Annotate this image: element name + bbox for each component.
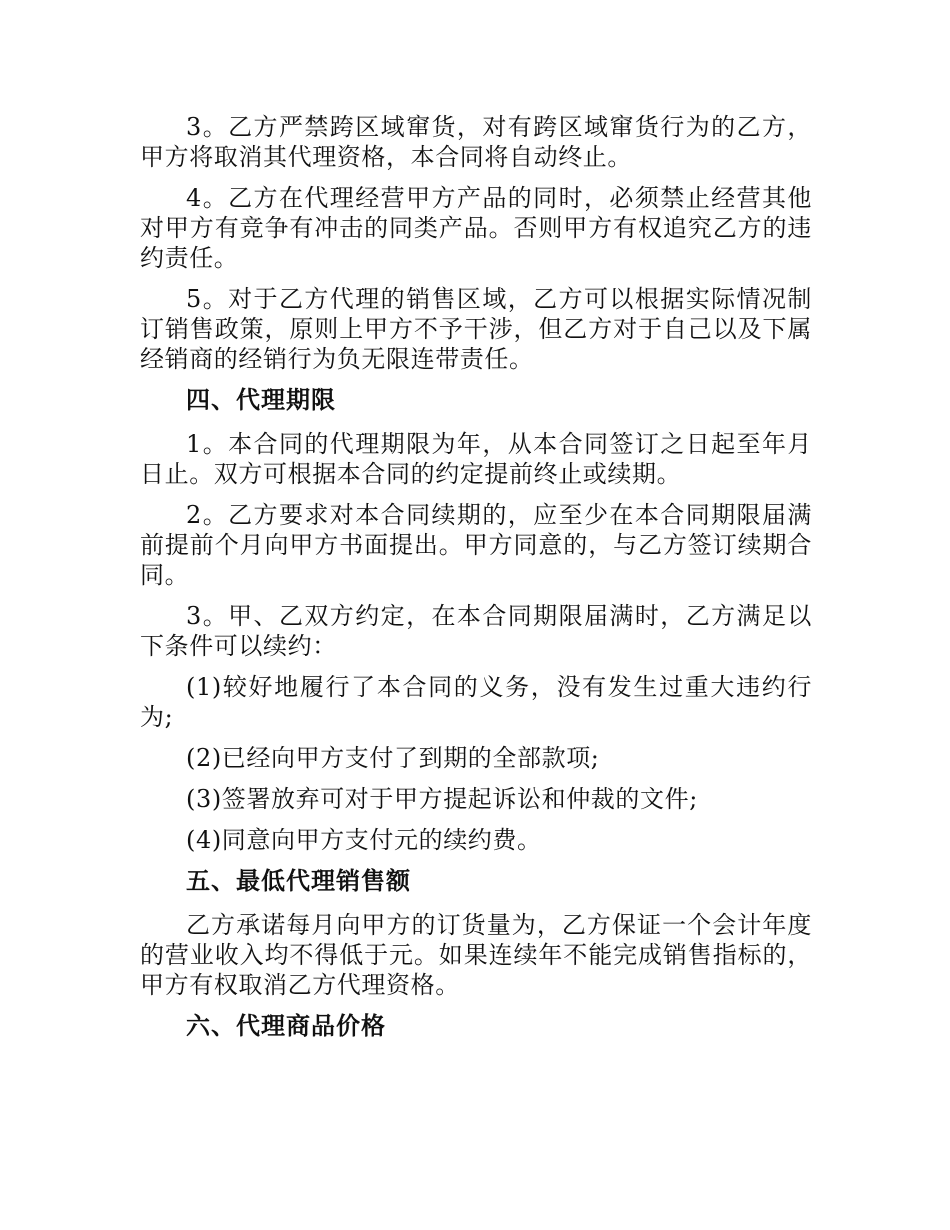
section-heading-minimum-sales: 五、最低代理销售额 <box>186 867 411 895</box>
clause-1-agency-term: 1。本合同的代理期限为年，从本合同签订之日起至年月日止。双方可根据本合同的约定提前终止或续期。 <box>140 430 812 488</box>
condition-3: (3)签署放弃可对于甲方提起诉讼和仲裁的文件; <box>186 785 698 813</box>
condition-1: (1)较好地履行了本合同的义务，没有发生过重大违约行为; <box>140 673 812 731</box>
clause-5-sales-policy: 5。对于乙方代理的销售区域，乙方可以根据实际情况制订销售政策，原则上甲方不予干涉，但乙方对于自己以及下属经销商的经销行为负无限连带责任。 <box>140 285 812 373</box>
document-page <box>140 112 812 1055</box>
clause-3-no-cross-region: 3。乙方严禁跨区域窜货，对有跨区域窜货行为的乙方，甲方将取消其代理资格，本合同将自动终止。 <box>140 113 812 171</box>
clause-3-renewal-conditions: 3。甲、乙双方约定，在本合同期限届满时，乙方满足以下条件可以续约： <box>140 602 812 660</box>
condition-2: (2)已经向甲方支付了到期的全部款项; <box>186 744 600 772</box>
clause-4-no-competing-products: 4。乙方在代理经营甲方产品的同时，必须禁止经营其他对甲方有竞争有冲击的同类产品。否则甲方有权追究乙方的违约责任。 <box>140 184 812 272</box>
clause-2-renewal-request: 2。乙方要求对本合同续期的，应至少在本合同期限届满前提前个月向甲方书面提出。甲方同意的，与乙方签订续期合同。 <box>140 501 812 589</box>
condition-4: (4)同意向甲方支付元的续约费。 <box>186 826 542 854</box>
clause-minimum-sales: 乙方承诺每月向甲方的订货量为，乙方保证一个会计年度的营业收入均不得低于元。如果连续年不能完成销售指标的，甲方有权取消乙方代理资格。 <box>140 911 812 999</box>
section-heading-agency-term: 四、代理期限 <box>186 386 336 414</box>
section-heading-product-price: 六、代理商品价格 <box>186 1012 386 1040</box>
